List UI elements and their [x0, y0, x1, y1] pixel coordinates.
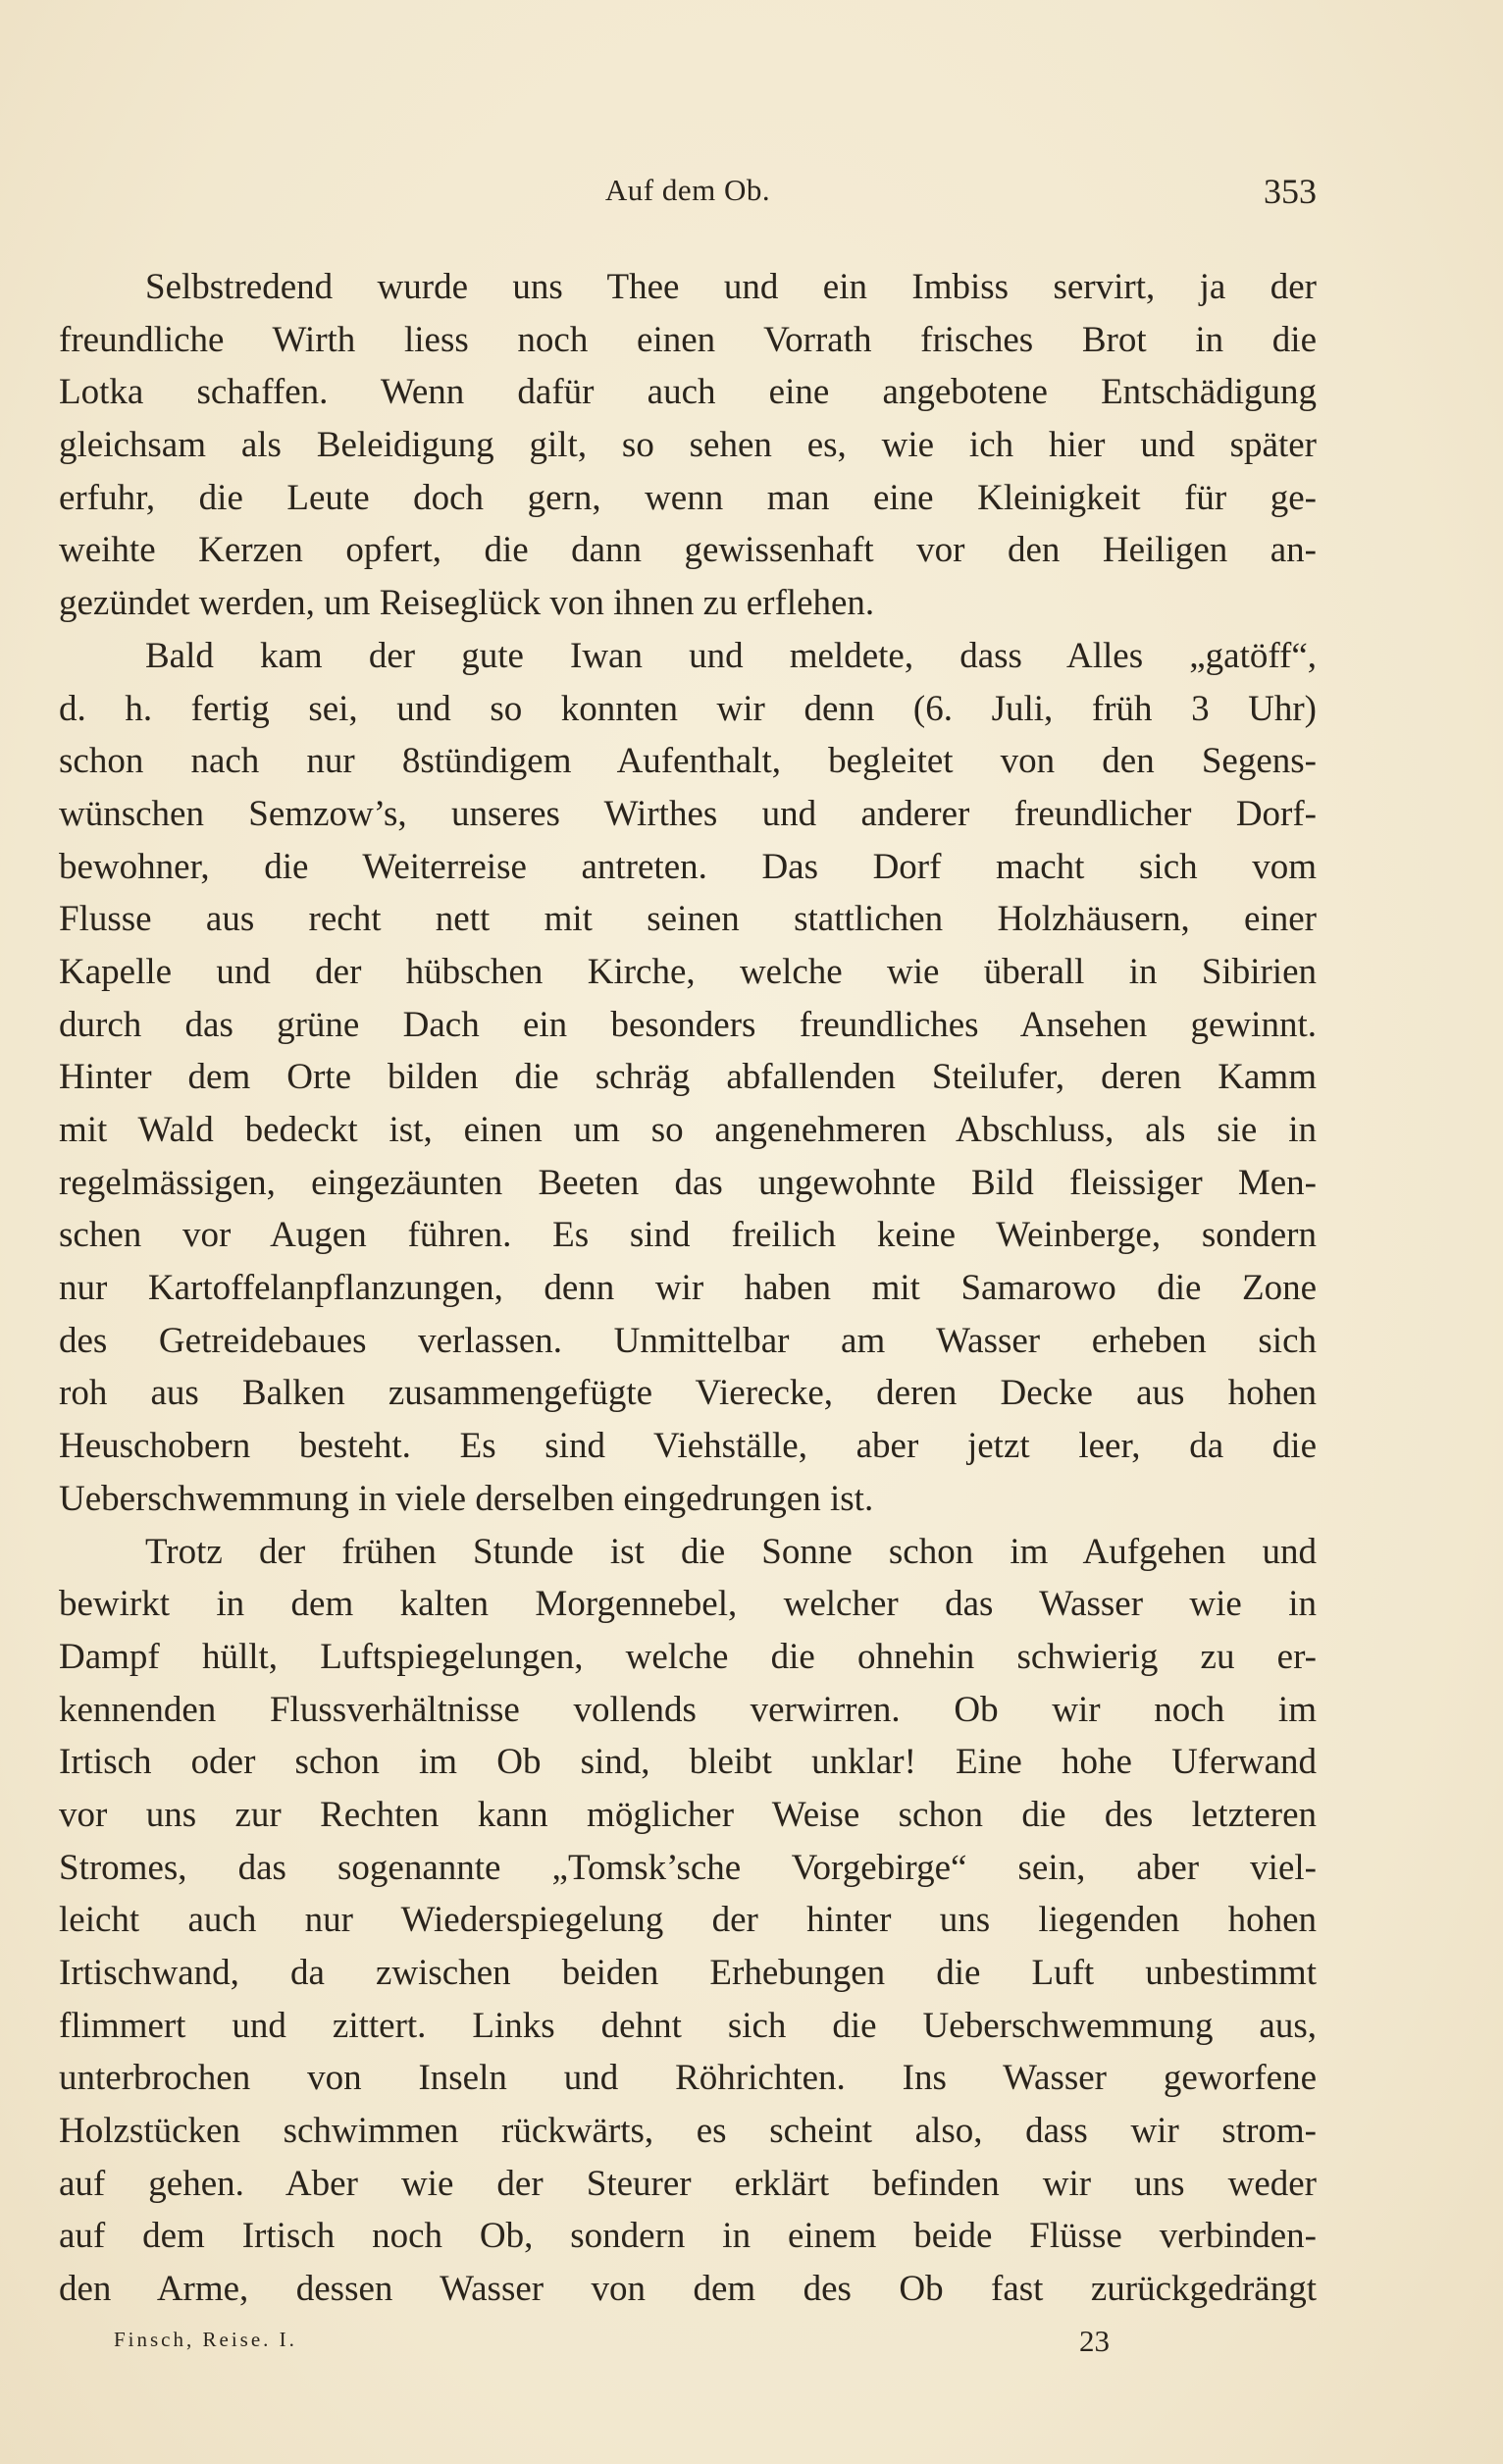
text-line: erfuhr, die Leute doch gern, wenn man eine Kleinigkeit für ge-: [59, 477, 1317, 518]
page-footer: [59, 2322, 1317, 2361]
text-line: mit Wald bedeckt ist, einen um so angenehmeren Abschluss, als sie in: [59, 1110, 1317, 1150]
running-title: Auf dem Ob.: [604, 173, 771, 207]
text-line: regelmässigen, eingezäunten Beeten das ungewohnte Bild fleissiger Men-: [59, 1162, 1317, 1203]
text-line: durch das grüne Dach ein besonders freundliches Ansehen gewinnt.: [59, 1004, 1317, 1045]
text-line: schen vor Augen führen. Es sind freilich keine Weinberge, sondern: [59, 1215, 1317, 1256]
text-line: kennenden Flussverhältnisse vollends verwirren. Ob wir noch im: [59, 1689, 1317, 1730]
text-line: den Arme, dessen Wasser von dem des Ob fast zurückgedrängt: [59, 2269, 1317, 2310]
text-line: leicht auch nur Wiederspiegelung der hinter uns liegenden hohen: [59, 1900, 1317, 1941]
text-line: flimmert und zittert. Links dehnt sich die Ueberschwemmung aus,: [59, 2005, 1317, 2046]
printer-signature: Finsch, Reise. I.: [114, 2328, 297, 2351]
text-line: Hinter dem Orte bilden die schräg abfallenden Steilufer, deren Kamm: [59, 1057, 1317, 1098]
text-line: Ueberschwemmung in viele derselben eingedrungen ist.: [59, 1478, 874, 1519]
text-line: wünschen Semzow’s, unseres Wirthes und anderer freundlicher Dorf-: [59, 793, 1317, 834]
text-line: Selbstredend wurde uns Thee und ein Imbiss servirt, ja der: [145, 267, 1317, 307]
text-line: gezündet werden, um Reiseglück von ihnen zu erflehen.: [59, 583, 875, 624]
page-number: 353: [1264, 172, 1317, 211]
text-line: roh aus Balken zusammengefügte Vierecke, deren Decke aus hohen: [59, 1373, 1317, 1414]
text-line: vor uns zur Rechten kann möglicher Weise schon die des letzteren: [59, 1794, 1317, 1835]
text-line: Stromes, das sogenannte „Tomsk’sche Vorgebirge“ sein, aber viel-: [59, 1847, 1317, 1888]
body-text: [59, 261, 1317, 2316]
text-line: bewirkt in dem kalten Morgennebel, welcher das Wasser wie in: [59, 1584, 1317, 1625]
text-line: nur Kartoffelanpflanzungen, denn wir haben mit Samarowo die Zone: [59, 1268, 1317, 1309]
text-line: Dampf hüllt, Luftspiegelungen, welche die ohnehin schwierig zu er-: [59, 1636, 1317, 1677]
text-line: Irtisch oder schon im Ob sind, bleibt unklar! Eine hohe Uferwand: [59, 1742, 1317, 1783]
text-line: Heuschobern besteht. Es sind Viehställe, aber jetzt leer, da die: [59, 1426, 1317, 1467]
text-line: Kapelle und der hübschen Kirche, welche wie überall in Sibirien: [59, 951, 1317, 992]
sheet-number: 23: [1079, 2324, 1110, 2358]
text-line: bewohner, die Weiterreise antreten. Das Dorf macht sich vom: [59, 846, 1317, 887]
text-line: Bald kam der gute Iwan und meldete, dass Alles „gatöff“,: [145, 635, 1317, 676]
text-line: schon nach nur 8stündigem Aufenthalt, begleitet von den Segens-: [59, 741, 1317, 782]
text-line: Holzstücken schwimmen rückwärts, es scheint also, dass wir strom-: [59, 2111, 1317, 2152]
text-line: auf dem Irtisch noch Ob, sondern in einem beide Flüsse verbinden-: [59, 2216, 1317, 2257]
text-line: freundliche Wirth liess noch einen Vorrath frisches Brot in die: [59, 319, 1317, 360]
text-line: Flusse aus recht nett mit seinen stattlichen Holzhäusern, einer: [59, 899, 1317, 940]
text-line: des Getreidebaues verlassen. Unmittelbar am Wasser erheben sich: [59, 1320, 1317, 1361]
text-line: Irtischwand, da zwischen beiden Erhebungen die Luft unbestimmt: [59, 1953, 1317, 1993]
text-line: unterbrochen von Inseln und Röhrichten. Ins Wasser geworfene: [59, 2058, 1317, 2099]
text-line: auf gehen. Aber wie der Steurer erklärt befinden wir uns weder: [59, 2163, 1317, 2204]
text-line: Trotz der frühen Stunde ist die Sonne schon im Aufgehen und: [145, 1531, 1317, 1572]
text-line: gleichsam als Beleidigung gilt, so sehen es, wie ich hier und später: [59, 425, 1317, 466]
text-line: weihte Kerzen opfert, die dann gewissenhaft vor den Heiligen an-: [59, 530, 1317, 571]
text-line: Lotka schaffen. Wenn dafür auch eine angebotene Entschädigung: [59, 372, 1317, 413]
text-line: d. h. fertig sei, und so konnten wir denn (6. Juli, früh 3 Uhr): [59, 688, 1317, 729]
page-header: [59, 173, 1317, 216]
